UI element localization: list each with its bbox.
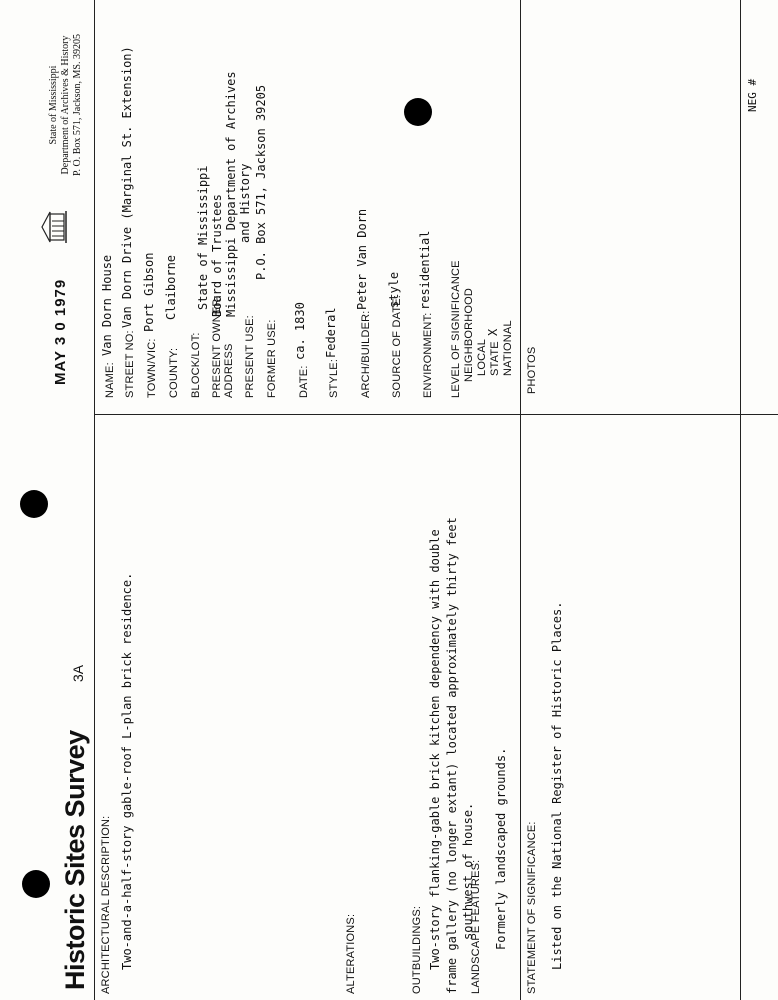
- owner-line-5: P.O. Box 571, Jackson 39205: [254, 84, 268, 280]
- block-lot-label: BLOCK/LOT:: [190, 332, 202, 398]
- style-value: Federal: [324, 307, 338, 358]
- agency-line-1: State of Mississippi: [48, 65, 59, 145]
- header-rule: [94, 0, 95, 1000]
- agency-address: [48, 5, 84, 205]
- street-label: STREET NO:: [124, 330, 136, 398]
- date-label: DATE:: [298, 365, 310, 398]
- name-value: Van Dorn House: [100, 254, 114, 356]
- neg-rule: [740, 0, 741, 415]
- neg-label: NEG #: [746, 78, 759, 112]
- level-local: LOCAL: [476, 338, 488, 376]
- county-value: Claiborne: [164, 254, 178, 320]
- owner-address-label: ADDRESS: [223, 343, 235, 398]
- owner-line-2: Board of Trustees: [210, 194, 224, 317]
- significance-label: STATEMENT OF SIGNIFICANCE:: [526, 821, 538, 994]
- owner-line-4: and History: [238, 163, 252, 243]
- level-state-mark: X: [486, 328, 500, 336]
- former-use-label: FORMER USE:: [266, 319, 278, 398]
- level-national: NATIONAL: [502, 320, 514, 376]
- agency-line-3: P. O. Box 571, Jackson, MS. 39205: [72, 34, 83, 176]
- alterations-label: ALTERATIONS:: [345, 913, 357, 994]
- agency-line-2: Department of Archives & History: [60, 35, 71, 175]
- town-value: Port Gibson: [142, 252, 156, 332]
- level-neighborhood: NEIGHBORHOOD: [463, 287, 475, 382]
- name-label: NAME:: [104, 362, 116, 398]
- owner-label: PRESENT OWNER:: [211, 295, 223, 398]
- outbuildings-line-1: Two-story flanking-gable brick kitchen dependency with double: [428, 529, 442, 970]
- significance-rule: [520, 414, 521, 1000]
- level-of-significance-label: LEVEL OF SIGNIFICANCE: [450, 260, 462, 398]
- style-label: STYLE:: [328, 358, 340, 398]
- date-stamp: MAY 3 0 1979: [52, 278, 69, 385]
- landscape-text: Formerly landscaped grounds.: [494, 747, 508, 950]
- page-title: Historic Sites Survey: [60, 730, 90, 990]
- arch-builder-label: ARCH/BUILDER:: [360, 310, 372, 398]
- photos-rule: [520, 0, 521, 415]
- bottom-rule-left: [740, 415, 741, 1000]
- environment-value: residential: [418, 230, 432, 310]
- source-of-date-label: SOURCE OF DATE:: [391, 294, 403, 398]
- panel-divider: [94, 414, 778, 415]
- source-of-date-value: style: [387, 271, 401, 308]
- arch-builder-value: Peter Van Dorn: [355, 208, 369, 310]
- arch-desc-label: ARCHITECTURAL DESCRIPTION:: [100, 815, 112, 994]
- owner-line-3: Mississippi Department of Archives: [224, 71, 238, 317]
- street-value: Van Dorn Drive (Marginal St. Extension): [120, 46, 134, 328]
- landscape-label: LANDSCAPE FEATURES:: [470, 859, 482, 994]
- state-seal-icon: [40, 210, 68, 244]
- arch-desc-text: Two-and-a-half-story gable-roof L-plan brick residence.: [120, 572, 134, 970]
- form-code: 3A: [70, 664, 86, 682]
- significance-text: Listed on the National Register of Historic Places.: [550, 601, 564, 970]
- environment-label: ENVIRONMENT:: [422, 312, 434, 398]
- photos-label: PHOTOS: [526, 346, 538, 394]
- county-label: COUNTY:: [168, 347, 180, 398]
- date-value: ca. 1830: [293, 302, 307, 360]
- town-label: TOWN/VIC:: [146, 338, 158, 398]
- owner-line-1: State of Mississippi: [196, 165, 210, 310]
- outbuildings-label: OUTBUILDINGS:: [411, 905, 423, 994]
- outbuildings-line-2: frame gallery (no longer extant) located approximately thirty feet: [445, 517, 459, 994]
- present-use-label: PRESENT USE:: [244, 315, 256, 398]
- outbuildings-line-3: southwest of house.: [461, 802, 475, 940]
- level-state: STATE: [489, 341, 501, 376]
